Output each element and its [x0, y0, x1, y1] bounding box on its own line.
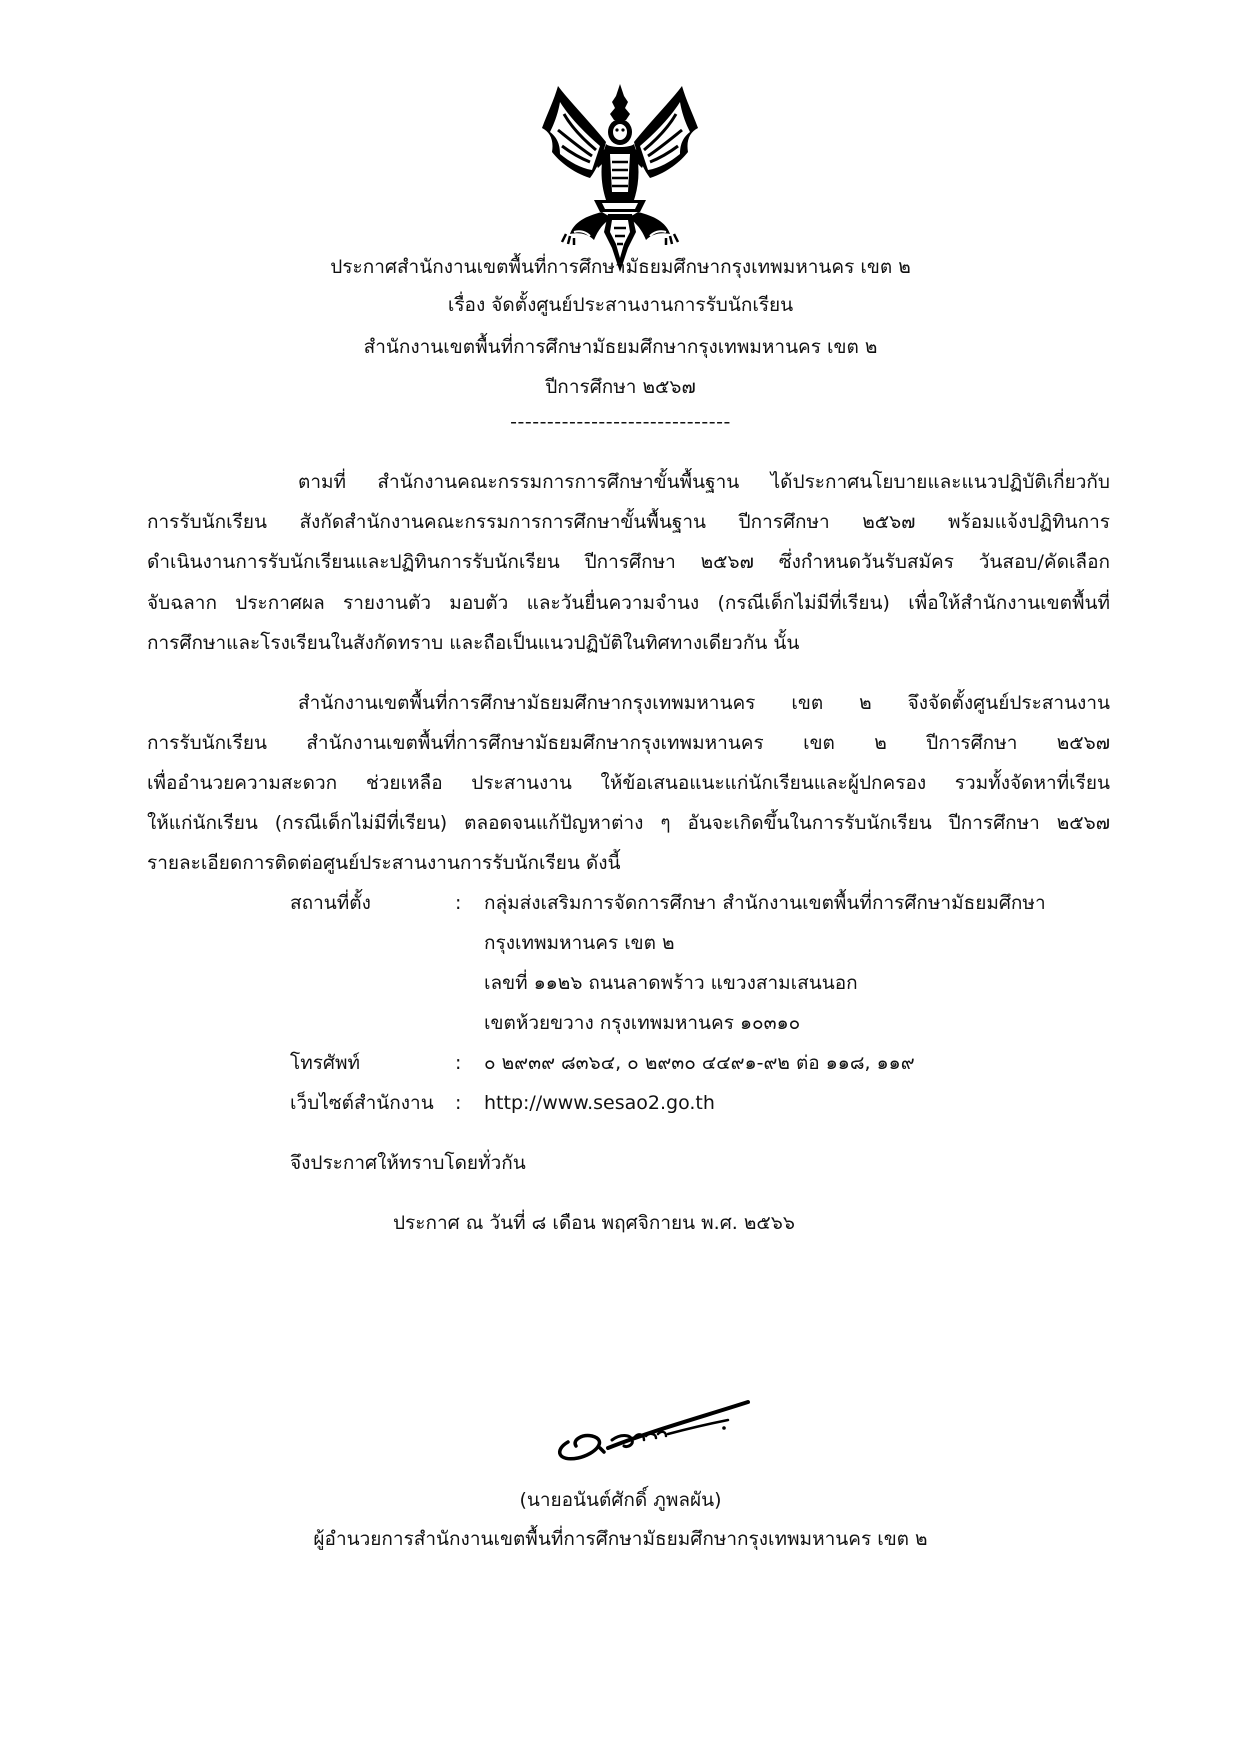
announcement-title: ประกาศสำนักงานเขตพื้นที่การศึกษามัธยมศึกษากรุงเทพมหานคร เขต ๒	[330, 256, 911, 278]
garuda-emblem	[540, 82, 700, 277]
paragraph-1-line-1: ตามที่ สำนักงานคณะกรรมการการศึกษาขั้นพื้นฐาน ได้ประกาศนโยบายและแนวปฏิบัติเกี่ยวกับ	[298, 471, 1110, 493]
paragraph-1-line-5: การศึกษาและโรงเรียนในสังกัดทราบ และถือเป็นแนวปฏิบัติในทิศทางเดียวกัน นั้น	[147, 632, 800, 654]
location-label: สถานที่ตั้ง	[290, 892, 371, 914]
paragraph-1-line-3: ดำเนินงานการรับนักเรียนและปฏิทินการรับนักเรียน ปีการศึกษา ๒๕๖๗ ซึ่งกำหนดวันรับสมัคร วันสอบ/คัดเลือก	[147, 551, 1110, 573]
paragraph-1-line-4: จับฉลาก ประกาศผล รายงานตัว มอบตัว และวันยื่นความจำนง (กรณีเด็กไม่มีที่เรียน) เพื่อให้สำนักงานเขตพื้นที่	[147, 592, 1110, 614]
announcement-date: ประกาศ ณ วันที่ ๘ เดือน พฤศจิกายน พ.ศ. ๒๕๖๖	[393, 1212, 795, 1234]
website-colon: :	[455, 1092, 462, 1114]
paragraph-2-line-3: เพื่ออำนวยความสะดวก ช่วยเหลือ ประสานงาน ให้ข้อเสนอแนะแก่นักเรียนและผู้ปกครอง รวมทั้งจัดหาที่เรียน	[147, 772, 1110, 794]
location-line-2: กรุงเทพมหานคร เขต ๒	[484, 932, 675, 954]
announcement-office: สำนักงานเขตพื้นที่การศึกษามัธยมศึกษากรุงเทพมหานคร เขต ๒	[363, 336, 878, 358]
location-line-4: เขตห้วยขวาง กรุงเทพมหานคร ๑๐๓๑๐	[484, 1012, 801, 1034]
announcement-subject: เรื่อง จัดตั้งศูนย์ประสานงานการรับนักเรียน	[447, 294, 794, 316]
phone-colon: :	[455, 1052, 462, 1074]
paragraph-2-line-4: ให้แก่นักเรียน (กรณีเด็กไม่มีที่เรียน) ตลอดจนแก้ปัญหาต่าง ๆ อันจะเกิดขึ้นในการรับนักเรียน ปีการศึกษา ๒๕๖๗	[147, 812, 1110, 834]
academic-year: ปีการศึกษา ๒๕๖๗	[545, 376, 696, 398]
website-link[interactable]: http://www.sesao2.go.th	[484, 1092, 715, 1114]
separator-line: ------------------------------	[510, 411, 731, 433]
location-line-3: เลขที่ ๑๑๒๖ ถนนลาดพร้าว แขวงสามเสนนอก	[484, 972, 858, 994]
paragraph-2-line-1: สำนักงานเขตพื้นที่การศึกษามัธยมศึกษากรุงเทพมหานคร เขต ๒ จึงจัดตั้งศูนย์ประสานงาน	[298, 692, 1110, 714]
signature-image	[548, 1382, 768, 1474]
paragraph-1-line-2: การรับนักเรียน สังกัดสำนักงานคณะกรรมการการศึกษาขั้นพื้นฐาน ปีการศึกษา ๒๕๖๗ พร้อมแจ้งปฏิทินการ	[147, 511, 1110, 533]
website-label: เว็บไซต์สำนักงาน	[290, 1092, 434, 1114]
closing-notice: จึงประกาศให้ทราบโดยทั่วกัน	[290, 1152, 526, 1174]
signatory-name: (นายอนันต์ศักดิ์ ภูพลผัน)	[519, 1489, 722, 1511]
signatory-position: ผู้อำนวยการสำนักงานเขตพื้นที่การศึกษามัธยมศึกษากรุงเทพมหานคร เขต ๒	[313, 1528, 928, 1550]
phone-label: โทรศัพท์	[290, 1052, 361, 1074]
location-colon: :	[455, 892, 462, 914]
phone-value: ๐ ๒๙๓๙ ๘๓๖๔, ๐ ๒๙๓๐ ๔๔๙๑-๙๒ ต่อ ๑๑๘, ๑๑๙	[484, 1052, 915, 1074]
location-line-1: กลุ่มส่งเสริมการจัดการศึกษา สำนักงานเขตพื้นที่การศึกษามัธยมศึกษา	[484, 892, 1046, 914]
paragraph-2-line-2: การรับนักเรียน สำนักงานเขตพื้นที่การศึกษามัธยมศึกษากรุงเทพมหานคร เขต ๒ ปีการศึกษา ๒๕๖๗	[147, 732, 1110, 754]
paragraph-2-line-5: รายละเอียดการติดต่อศูนย์ประสานงานการรับนักเรียน ดังนี้	[147, 852, 621, 874]
